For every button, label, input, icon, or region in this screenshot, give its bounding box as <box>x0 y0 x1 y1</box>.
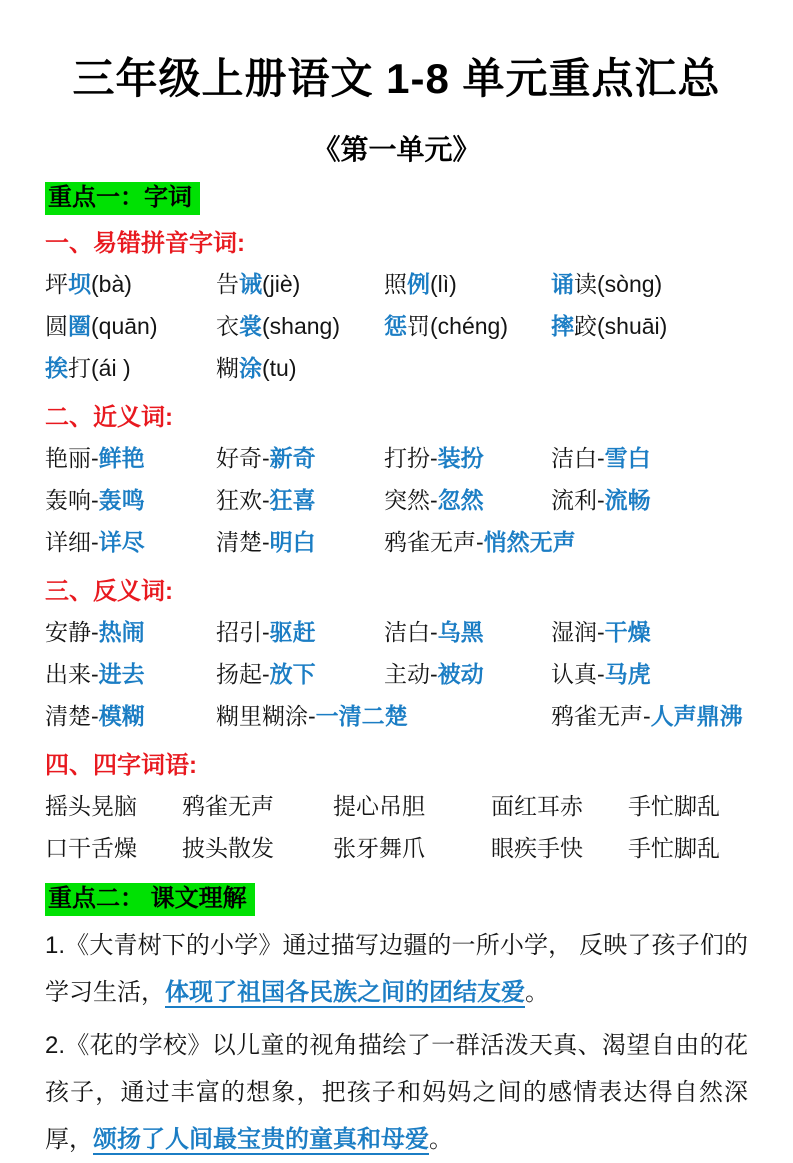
word-text: 鸦雀无声 <box>182 793 274 819</box>
word-item <box>45 653 216 695</box>
highlighted-word: 放下 <box>269 661 316 687</box>
underlined-key-phrase: 体现了祖国各民族之间的团结友爱 <box>165 979 525 1006</box>
word-text: (shang) <box>262 313 340 339</box>
word-text: 洁白- <box>551 445 605 471</box>
highlighted-word: 雪白 <box>604 445 651 471</box>
key-point-2-row <box>45 883 748 916</box>
word-item <box>551 437 748 479</box>
page-title: 三年级上册语文 1-8 单元重点汇总 <box>72 55 721 102</box>
word-item <box>491 785 628 827</box>
key-point-1-row <box>45 182 748 215</box>
word-text: 披头散发 <box>182 835 274 861</box>
word-item <box>491 827 628 869</box>
highlighted-word: 轰鸣 <box>98 487 145 513</box>
word-item <box>551 653 748 695</box>
highlighted-word: 新奇 <box>269 445 316 471</box>
highlighted-word: 热闹 <box>98 619 145 645</box>
word-text: 糊里糊涂- <box>216 703 316 729</box>
highlighted-word: 圈 <box>68 313 91 339</box>
word-text: 鸦雀无声- <box>551 703 651 729</box>
highlighted-word: 进去 <box>98 661 145 687</box>
highlighted-word: 马虎 <box>604 661 651 687</box>
word-item <box>45 521 216 563</box>
word-text: 艳丽- <box>45 445 99 471</box>
word-item <box>551 305 748 347</box>
highlighted-word: 流畅 <box>604 487 651 513</box>
word-text: 圆 <box>45 313 68 339</box>
word-text: 糊 <box>216 355 239 381</box>
word-text: 鸦雀无声- <box>384 529 484 555</box>
underlined-key-phrase: 颂扬了人间最宝贵的童真和母爱 <box>93 1126 429 1153</box>
section-heading-synonyms: 二、近义词: <box>45 404 173 431</box>
highlighted-word: 涂 <box>239 355 262 381</box>
word-text: 手忙脚乱 <box>628 835 720 861</box>
word-item <box>45 785 182 827</box>
word-item <box>551 479 748 521</box>
word-text: 手忙脚乱 <box>628 793 720 819</box>
word-item <box>216 521 384 563</box>
word-text: 跤(shuāi) <box>574 313 668 339</box>
word-item <box>384 305 551 347</box>
word-item <box>182 785 333 827</box>
synonym-word-grid <box>45 437 748 563</box>
highlighted-word: 诵 <box>551 271 574 297</box>
antonym-word-grid <box>45 611 748 737</box>
word-item <box>628 785 748 827</box>
word-text: 招引- <box>216 619 270 645</box>
word-item <box>384 611 551 653</box>
idiom-word-grid <box>45 785 748 869</box>
word-item <box>216 263 384 305</box>
highlighted-word: 一清二楚 <box>315 703 408 729</box>
word-item <box>384 479 551 521</box>
word-item <box>551 695 748 737</box>
word-text: 罚(chéng) <box>407 313 508 339</box>
section-heading-idioms: 四、四字词语: <box>45 752 197 779</box>
highlighted-word: 忽然 <box>437 487 484 513</box>
highlighted-word: 被动 <box>437 661 484 687</box>
word-item <box>628 827 748 869</box>
word-item <box>384 521 748 563</box>
word-item <box>551 611 748 653</box>
highlighted-word: 例 <box>407 271 430 297</box>
word-text: 衣 <box>216 313 239 339</box>
word-item <box>216 347 384 389</box>
word-text: 出来- <box>45 661 99 687</box>
word-text: 扬起- <box>216 661 270 687</box>
word-item <box>333 827 491 869</box>
paragraph-text: 2.《花的学校》以儿童的视角描绘了一群活泼天真、渴望自由的花孩子，通过丰富的想象，把孩子和妈妈之间的感情表达得自然深厚， <box>45 1032 748 1153</box>
key-point-2-label: 重点二： 课文理解 <box>45 883 255 916</box>
word-text: 主动- <box>384 661 438 687</box>
highlighted-word: 惩 <box>384 313 407 339</box>
word-text: 洁白- <box>384 619 438 645</box>
word-item <box>45 827 182 869</box>
highlighted-word: 驱赶 <box>269 619 316 645</box>
word-text: 打(ái ) <box>68 355 131 381</box>
word-item <box>45 263 216 305</box>
word-text: 打扮- <box>384 445 438 471</box>
word-text: 清楚- <box>216 529 270 555</box>
word-item <box>333 785 491 827</box>
highlighted-word: 装扮 <box>437 445 484 471</box>
word-item <box>216 437 384 479</box>
word-text: 清楚- <box>45 703 99 729</box>
paragraph-text: 。 <box>525 979 549 1006</box>
word-text: 口干舌燥 <box>45 835 137 861</box>
paragraph-text: 1.《大青树下的小学》通过描写边疆的一所小学， 反映了孩子们的学习生活， <box>45 932 748 1006</box>
highlighted-word: 鲜艳 <box>98 445 145 471</box>
word-text: 告 <box>216 271 239 297</box>
word-text: 突然- <box>384 487 438 513</box>
highlighted-word: 挨 <box>45 355 68 381</box>
word-text: 认真- <box>551 661 605 687</box>
word-text: 轰响- <box>45 487 99 513</box>
text-comprehension-paragraph-2 <box>45 1022 748 1163</box>
highlighted-word: 明白 <box>269 529 316 555</box>
word-item <box>45 479 216 521</box>
word-item <box>45 437 216 479</box>
unit-subtitle: 《第一单元》 <box>312 134 481 165</box>
word-item <box>45 305 216 347</box>
word-text: (lì) <box>430 271 457 297</box>
word-text: (quān) <box>91 313 158 339</box>
word-item <box>216 653 384 695</box>
pinyin-word-grid <box>45 263 748 389</box>
highlighted-word: 详尽 <box>98 529 145 555</box>
word-item <box>384 437 551 479</box>
word-item <box>384 653 551 695</box>
section-heading-antonyms: 三、反义词: <box>45 578 173 605</box>
highlighted-word: 摔 <box>551 313 574 339</box>
highlighted-word: 坝 <box>68 271 91 297</box>
section-heading-pinyin: 一、易错拼音字词: <box>45 230 245 257</box>
word-text: 摇头晃脑 <box>45 793 137 819</box>
word-item <box>216 479 384 521</box>
word-item <box>45 611 216 653</box>
key-point-1-label: 重点一：字词 <box>45 182 200 215</box>
word-text: (bà) <box>91 271 132 297</box>
highlighted-word: 人声鼎沸 <box>650 703 743 729</box>
word-text: 流利- <box>551 487 605 513</box>
word-text: 照 <box>384 271 407 297</box>
word-text: 好奇- <box>216 445 270 471</box>
highlighted-word: 模糊 <box>98 703 145 729</box>
word-text: 详细- <box>45 529 99 555</box>
word-item <box>551 263 748 305</box>
highlighted-word: 裳 <box>239 313 262 339</box>
highlighted-word: 悄然无声 <box>483 529 576 555</box>
word-text: 坪 <box>45 271 68 297</box>
word-item <box>384 263 551 305</box>
word-text: 张牙舞爪 <box>333 835 425 861</box>
word-text: 安静- <box>45 619 99 645</box>
word-item <box>45 347 216 389</box>
word-text: 面红耳赤 <box>491 793 583 819</box>
word-text: (tu) <box>262 355 297 381</box>
word-text: 眼疾手快 <box>491 835 583 861</box>
paragraph-text: 。 <box>429 1126 453 1153</box>
highlighted-word: 干燥 <box>604 619 651 645</box>
word-text: 湿润- <box>551 619 605 645</box>
highlighted-word: 乌黑 <box>437 619 484 645</box>
highlighted-word: 狂喜 <box>269 487 316 513</box>
word-item <box>45 695 216 737</box>
word-text: 狂欢- <box>216 487 270 513</box>
word-item <box>216 305 384 347</box>
word-text: (jiè) <box>262 271 301 297</box>
word-item <box>182 827 333 869</box>
word-item <box>216 611 384 653</box>
word-text: 提心吊胆 <box>333 793 425 819</box>
text-comprehension-paragraph-1 <box>45 922 748 1016</box>
highlighted-word: 诫 <box>239 271 262 297</box>
word-item <box>216 695 551 737</box>
word-text: 读(sòng) <box>574 271 663 297</box>
